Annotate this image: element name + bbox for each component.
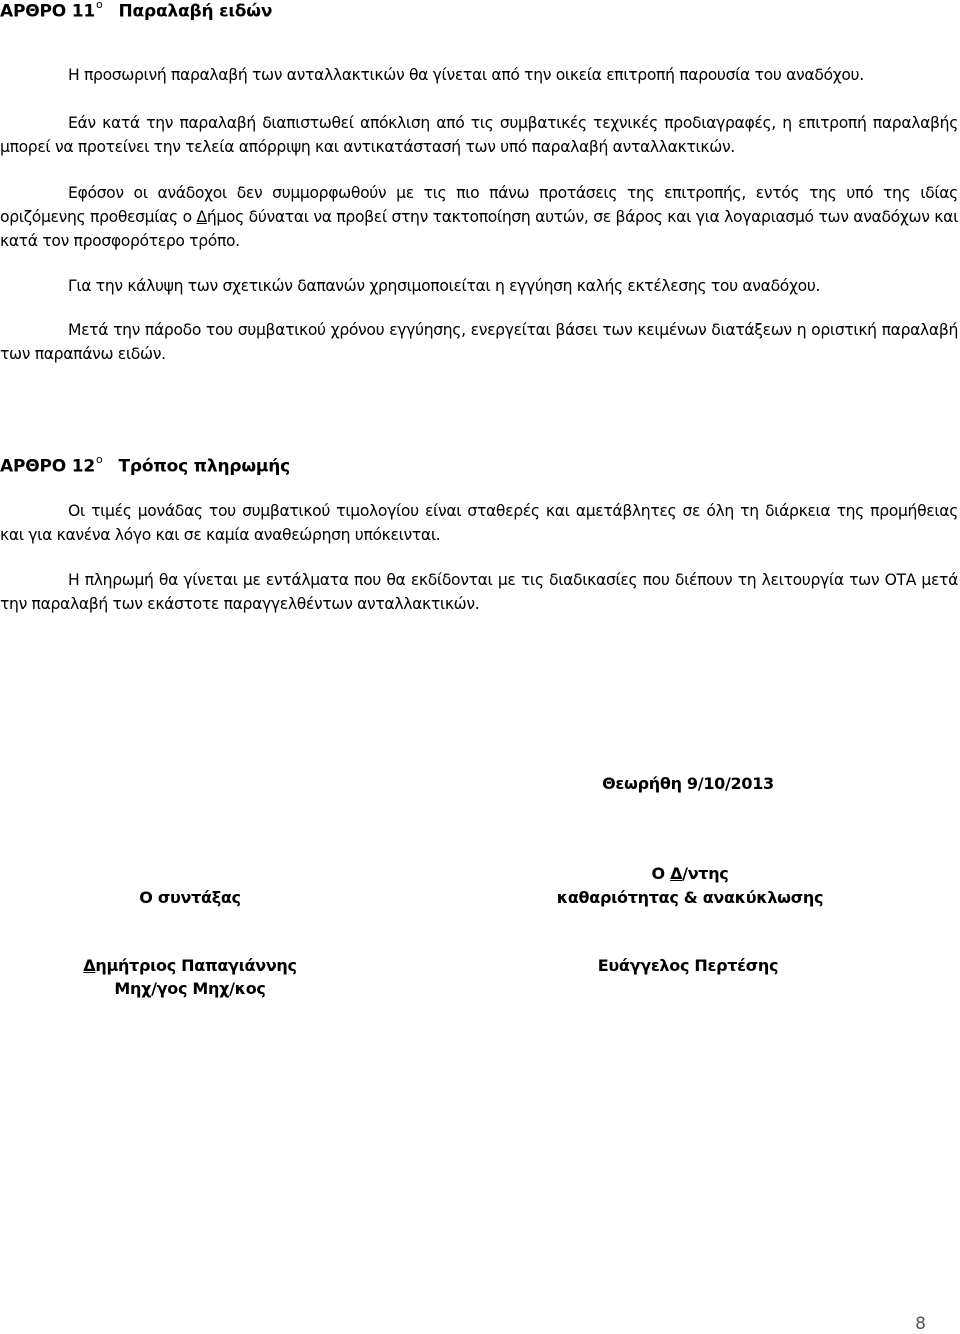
left-signer-name: Δημήτριος Παπαγιάννης [83,956,297,975]
approval-date: Θεωρήθη 9/10/2013 [602,774,774,793]
right-signer-role-line-2: καθαριότητας & ανακύκλωσης [556,888,824,907]
article-11-label: ΑΡΘΡΟ 11 [0,1,95,22]
right-signer-name: Ευάγγελος Περτέσης [597,956,779,975]
article-11-paragraph-4: Για την κάλυψη των σχετικών δαπανών χρησιμοποιείται η εγγύηση καλής εκτέλεσης του αναδόχου. [68,277,821,295]
article-12-paragraph-2: Η πληρωμή θα γίνεται με εντάλματα που θα εκδίδονται με τις διαδικασίες που διέπουν τη λειτουργία των ΟΤΑ μετά την παραλαβή των εκάστοτε παραγγελθέντων ανταλλακτικών. [0,571,958,613]
left-signer-role: Ο συντάξας [139,888,241,907]
article-12-sup: ο [95,453,103,466]
article-12-title: Τρόπος πληρωμής [118,456,291,477]
article-11-paragraph-1: Η προσωρινή παραλαβή των ανταλλακτικών θα γίνεται από την οικεία επιτροπή παρουσία του αναδόχου. [68,66,864,84]
page-number: 8 [915,1314,926,1334]
article-11-paragraph-3: Εφόσον οι ανάδοχοι δεν συμμορφωθούν με τις πιο πάνω προτάσεις της επιτροπής, εντός της υπό της ιδίας οριζόμενης προθεσμίας ο Δήμος δύναται να προβεί στην τακτοποίηση αυτών, σε βάρος και για λογαριασμό των αναδόχων και κατά τον προσφορότερο τρόπο. [0,184,958,250]
article-12-heading [0,455,290,477]
article-12-label: ΑΡΘΡΟ 12 [0,456,95,477]
article-11-sup: ο [95,0,103,11]
left-signer-title: Μηχ/γος Μηχ/κος [114,979,266,998]
article-12-paragraph-1: Οι τιμές μονάδας του συμβατικού τιμολογίου είναι σταθερές και αμετάβλητες σε όλη τη διάρκεια της προμήθειας και για κανένα λόγο και σε καμία αναθεώρηση υπόκεινται. [0,502,958,544]
article-11-title: Παραλαβή ειδών [118,1,273,22]
article-11-paragraph-2: Εάν κατά την παραλαβή διαπιστωθεί απόκλιση από τις συμβατικές τεχνικές προδιαγραφές, η επιτροπή παραλαβής μπορεί να προτείνει την τελεία απόρριψη και αντικατάστασή των υπό παραλαβή ανταλλακτικών. [0,114,958,156]
right-signer-role-line-1: Ο Δ/ντης [651,864,729,883]
article-11-heading [0,0,272,22]
article-11-paragraph-5: Μετά την πάροδο του συμβατικού χρόνου εγγύησης, ενεργείται βάσει των κειμένων διατάξεων η οριστική παραλαβή των παραπάνω ειδών. [0,321,958,363]
